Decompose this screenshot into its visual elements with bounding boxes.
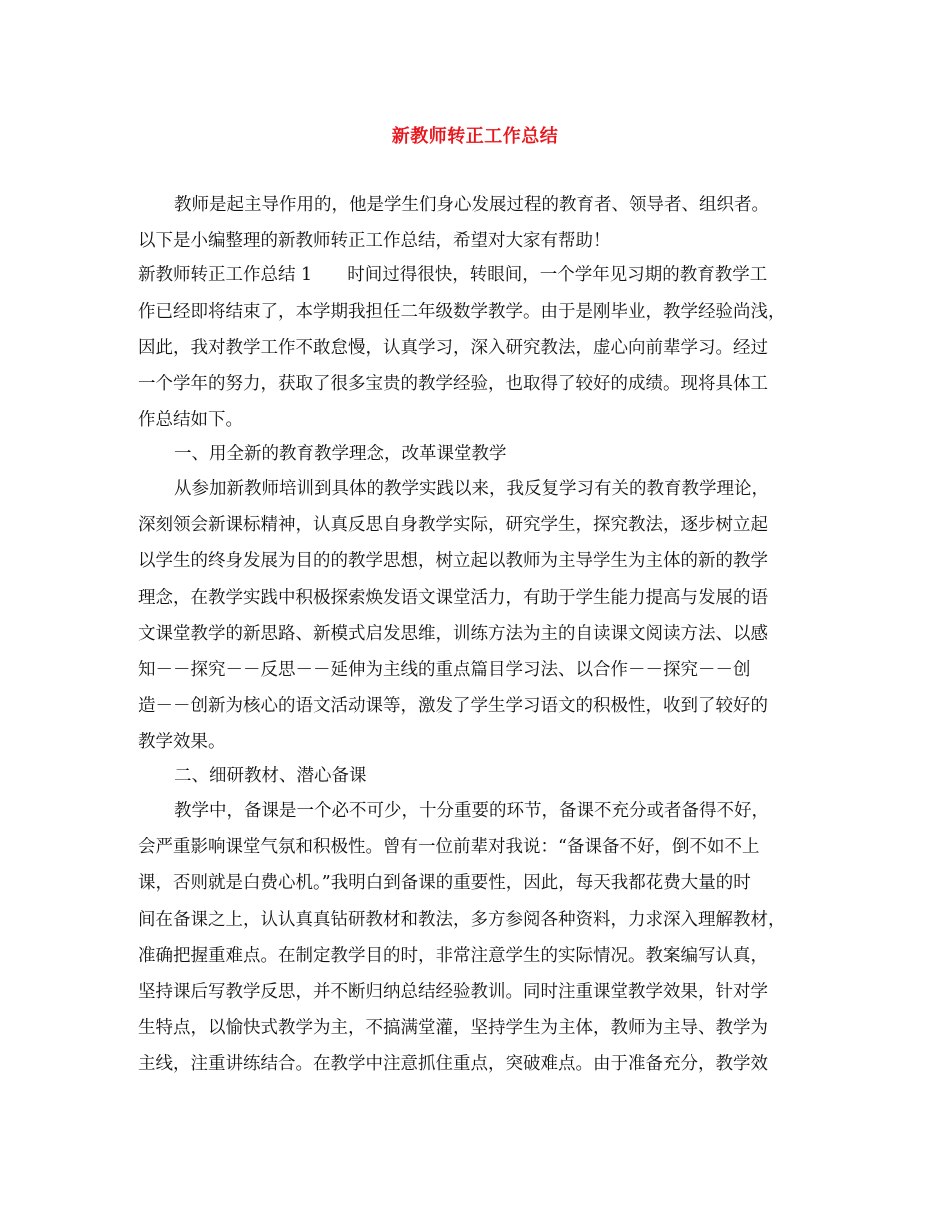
- document-title: 新教师转正工作总结: [391, 126, 559, 147]
- paragraph-line: 准确把握重难点。在制定教学目的时，非常注意学生的实际情况。教案编写认真，: [138, 946, 768, 966]
- paragraph-line: 一个学年的努力，获取了很多宝贵的教学经验，也取得了较好的成绩。现将具体工: [138, 374, 768, 394]
- section-heading: 二、细研教材、潜心备课: [174, 766, 367, 786]
- paragraph-line: 作总结如下。: [138, 410, 243, 430]
- section-heading: 一、用全新的教育教学理念，改革课堂教学: [174, 444, 507, 464]
- paragraph-line: 教学中，备课是一个必不可少，十分重要的环节，备课不充分或者备得不好，: [174, 801, 769, 821]
- paragraph-line: 知－－探究－－反思－－延伸为主线的重点篇目学习法、以合作－－探究－－创: [138, 660, 751, 680]
- paragraph-line: 课，否则就是白费心机。”我明白到备课的重要性，因此，每天我都花费大量的时: [138, 873, 751, 893]
- paragraph-line: 以下是小编整理的新教师转正工作总结，希望对大家有帮助！: [138, 231, 611, 251]
- paragraph-line: 会严重影响课堂气氛和积极性。曾有一位前辈对我说：“备课备不好，倒不如不上: [138, 837, 760, 857]
- paragraph-line: 理念，在教学实践中积极探索焕发语文课堂活力，有助于学生能力提高与发展的语: [138, 588, 768, 608]
- paragraph-line: 造－－创新为核心的语文活动课等，激发了学生学习语文的积极性，收到了较好的: [138, 696, 768, 716]
- paragraph-line: 作已经即将结束了，本学期我担任二年级数学教学。由于是刚毕业，教学经验尚浅，: [138, 302, 786, 322]
- paragraph-line: 深刻领会新课标精神，认真反思自身教学实际，研究学生，探究教法，逐步树立起: [138, 515, 768, 535]
- paragraph-line: 教师是起主导作用的，他是学生们身心发展过程的教育者、领导者、组织者。: [174, 195, 769, 215]
- paragraph-line: 生特点，以愉快式教学为主，不搞满堂灌，坚持学生为主体，教师为主导、教学为: [138, 1018, 768, 1038]
- paragraph-line: 主线，注重讲练结合。在教学中注意抓住重点，突破难点。由于准备充分，教学效: [138, 1054, 768, 1074]
- paragraph-line: 教学效果。: [138, 732, 226, 752]
- paragraph-line: 从参加新教师培训到具体的教学实践以来，我反复学习有关的教育教学理论，: [174, 479, 769, 499]
- paragraph-line: 因此，我对教学工作不敢怠慢，认真学习，深入研究教法，虚心向前辈学习。经过: [138, 338, 768, 358]
- paragraph-line: 以学生的终身发展为目的的教学思想，树立起以教师为主导学生为主体的新的教学: [138, 551, 768, 571]
- paragraph-line: 文课堂教学的新思路、新模式启发思维，训练方法为主的自读课文阅读方法、以感: [138, 624, 768, 644]
- paragraph-line: 坚持课后写教学反思，并不断归纳总结经验教训。同时注重课堂教学效果，针对学: [138, 982, 768, 1002]
- paragraph-line: 间在备课之上，认认真真钻研教材和教法，多方参阅各种资料，力求深入理解教材，: [138, 910, 786, 930]
- paragraph-line: 新教师转正工作总结 1 时间过得很快，转眼间，一个学年见习期的教育教学工: [138, 265, 768, 285]
